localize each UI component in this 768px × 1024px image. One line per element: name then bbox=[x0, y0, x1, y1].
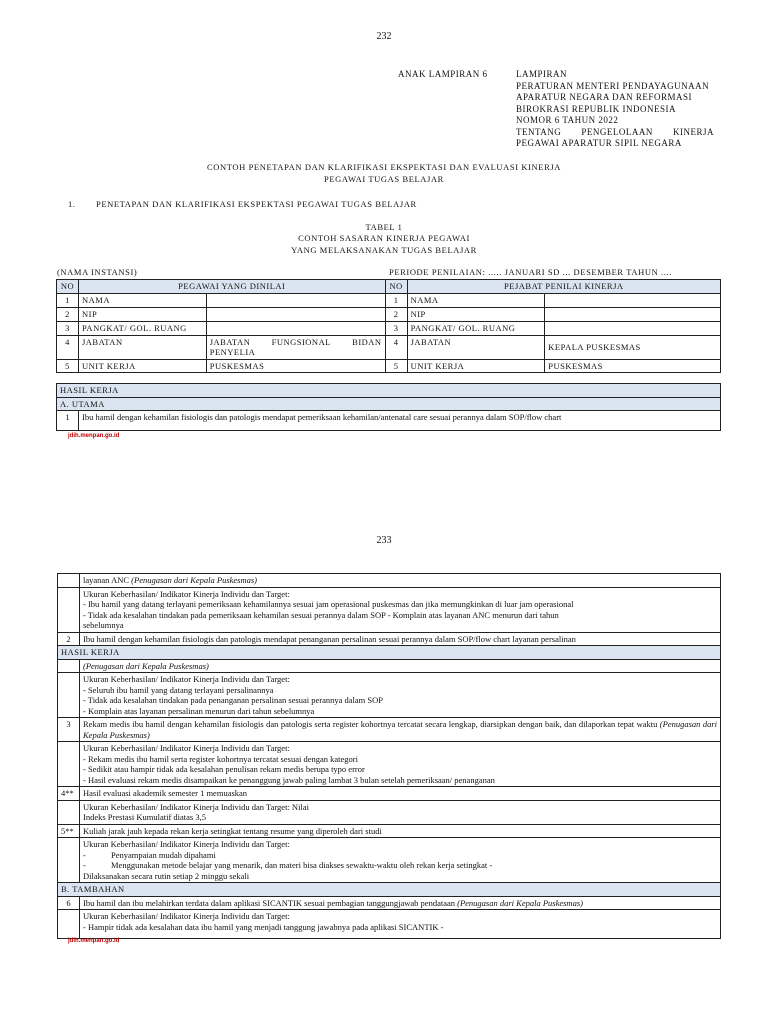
indicator-line: - Tidak ada kesalahan tindakan pada pemeriksaan kehamilan sesuai perannya dalam SOP - Komplain atas layanan ANC menurun dari tahun bbox=[83, 609, 559, 620]
lampiran-line: PERATURAN MENTERI PENDAYAGUNAAN bbox=[516, 80, 710, 91]
table-row bbox=[58, 718, 721, 742]
info-value-2 bbox=[545, 321, 721, 335]
indicator-line: - Rekam medis ibu hamil serta register kohortnya tercatat sesuai dengan kategori bbox=[83, 753, 358, 764]
hasil-kerja-table-continued bbox=[57, 573, 721, 939]
info-table bbox=[56, 279, 721, 373]
info-value bbox=[206, 307, 385, 321]
indicator-line: Indeks Prestasi Kumulatif diatas 3,5 bbox=[83, 812, 206, 822]
indicator-bullet-line: - Menggunakan metode belajar yang menarik, dan materi bisa diakses sewaktu-waktu oleh rekan kerja setingkat - bbox=[83, 860, 493, 870]
row-number bbox=[58, 838, 80, 883]
indicator-cell bbox=[80, 587, 721, 632]
info-row bbox=[57, 321, 721, 335]
lampiran-word: TENTANG bbox=[516, 126, 562, 137]
lampiran-word: PENGELOLAAN bbox=[581, 126, 653, 137]
table-subtitle-2: YANG MELAKSANAKAN TUGAS BELAJAR bbox=[291, 245, 477, 255]
info-row bbox=[57, 335, 721, 359]
info-no: 5 bbox=[57, 359, 79, 373]
table-row bbox=[58, 574, 721, 588]
info-label: JABATAN bbox=[78, 335, 206, 359]
row-text: Ibu hamil dengan kehamilan fisiologis dan patologis mendapat pemeriksaan kehamilan/antenatal care sesuai perannya dalam SOP/flow chart bbox=[79, 411, 721, 431]
penugasan-note: (Penugasan dari Kepala Puskesmas) bbox=[80, 659, 721, 673]
indicator-line: - Seluruh ibu hamil yang datang terlayani persalinannya bbox=[83, 684, 274, 695]
row-text: Kuliah jarak jauh kepada rekan kerja setingkat tentang resume yang diperoleh dari studi bbox=[80, 824, 721, 838]
header-pegawai: PEGAWAI YANG DINILAI bbox=[78, 280, 385, 294]
indicator-line: Ukuran Keberhasilan/ Indikator Kinerja Individu dan Target: bbox=[83, 588, 290, 599]
periode-penilaian: PERIODE PENILAIAN: ..... JANUARI SD ... DESEMBER TAHUN .... bbox=[389, 267, 672, 277]
hasil-kerja-header: HASIL KERJA bbox=[57, 384, 721, 398]
indicator-line: - Hasil evaluasi rekam medis disampaikan ke penanggung jawab paling lambat 3 bulan setelah pemeriksaan/ penanganan bbox=[83, 774, 495, 785]
header-no-2: NO bbox=[385, 280, 407, 294]
info-value-2 bbox=[545, 293, 721, 307]
info-no-2: 2 bbox=[385, 307, 407, 321]
website-watermark: jdih.menpan.go.id bbox=[68, 433, 120, 439]
info-label-2: PANGKAT/ GOL. RUANG bbox=[407, 321, 545, 335]
row-number bbox=[58, 574, 80, 588]
table-row bbox=[58, 896, 721, 910]
penugasan-note: (Penugasan dari Kepala Puskesmas) bbox=[457, 897, 583, 908]
row-number bbox=[58, 742, 80, 787]
indicator-bullet-line: - Penyampaian mudah dipahami bbox=[83, 849, 216, 860]
row-text bbox=[80, 718, 721, 742]
utama-header: A. UTAMA bbox=[57, 397, 721, 411]
indicator-row bbox=[58, 838, 721, 883]
indicator-cell bbox=[80, 910, 721, 939]
page-number-2: 233 bbox=[376, 535, 392, 546]
indicator-line: Ukuran Keberhasilan/ Indikator Kinerja Individu dan Target: Nilai bbox=[83, 801, 309, 812]
info-label-2: NIP bbox=[407, 307, 545, 321]
info-label: PANGKAT/ GOL. RUANG bbox=[78, 321, 206, 335]
indicator-row bbox=[58, 673, 721, 718]
jabatan-word: JABATAN bbox=[209, 336, 251, 347]
section-title: PENETAPAN DAN KLARIFIKASI EKSPEKTASI PEGAWAI TUGAS BELAJAR bbox=[96, 199, 417, 209]
info-row bbox=[57, 359, 721, 373]
table-row bbox=[58, 632, 721, 646]
penugasan-note: (Penugasan dari Kepala Puskesmas) bbox=[83, 719, 717, 740]
info-no: 3 bbox=[57, 321, 79, 335]
info-label: NIP bbox=[78, 307, 206, 321]
info-label-2: NAMA bbox=[407, 293, 545, 307]
info-no-2: 4 bbox=[385, 335, 407, 359]
row-number bbox=[58, 659, 80, 673]
indicator-line: Ukuran Keberhasilan/ Indikator Kinerja Individu dan Target: bbox=[83, 743, 290, 753]
row-number bbox=[58, 673, 80, 718]
jabatan-line-2: PENYELIA bbox=[209, 347, 256, 357]
row-text bbox=[80, 896, 721, 910]
row-number: 1 bbox=[57, 411, 79, 431]
row-number: 6 bbox=[58, 896, 80, 910]
lampiran-line: PEGAWAI APARATUR SIPIL NEGARA bbox=[516, 138, 682, 148]
info-value: PUSKESMAS bbox=[206, 359, 385, 373]
info-value-2: PUSKESMAS bbox=[545, 359, 721, 373]
indicator-row bbox=[58, 910, 721, 939]
indicator-line: Ukuran Keberhasilan/ Indikator Kinerja Individu dan Target: bbox=[83, 839, 290, 849]
table-title: TABEL 1 bbox=[365, 222, 403, 232]
row-text bbox=[80, 574, 721, 588]
lampiran-line: LAMPIRAN bbox=[516, 69, 568, 79]
indicator-line: Ukuran Keberhasilan/ Indikator Kinerja Individu dan Target: bbox=[83, 674, 290, 684]
header-no: NO bbox=[57, 280, 79, 294]
document-title-line-1: CONTOH PENETAPAN DAN KLARIFIKASI EKSPEKTASI DAN EVALUASI KINERJA bbox=[207, 162, 561, 172]
hasil-kerja-table bbox=[56, 383, 721, 431]
lampiran-tentang-line bbox=[516, 127, 714, 139]
indicator-line: - Tidak ada kesalahan tindakan pada penanganan persalinan sesuai perannya dalam SOP bbox=[83, 695, 384, 705]
info-no-2: 1 bbox=[385, 293, 407, 307]
table-row bbox=[58, 659, 721, 673]
row-number: 4** bbox=[58, 787, 80, 801]
table-row bbox=[58, 824, 721, 838]
lampiran-block bbox=[516, 69, 714, 150]
indicator-line: Penyampaian mudah dipahami bbox=[111, 849, 216, 860]
row-text-main: Rekam medis ibu hamil dengan kehamilan fisiologis dan patologis serta register kohortnya tercatat secara lengkap, diarsipkan dengan baik, dan dilaporkan tepat waktu bbox=[83, 719, 658, 729]
header-pejabat: PEJABAT PENILAI KINERJA bbox=[407, 280, 720, 294]
anak-lampiran-label: ANAK LAMPIRAN 6 bbox=[398, 69, 488, 79]
nama-instansi: (NAMA INSTANSI) bbox=[57, 267, 138, 277]
info-label-2: UNIT KERJA bbox=[407, 359, 545, 373]
indicator-line: Dilaksanakan secara rutin setiap 2 minggu sekali bbox=[83, 870, 250, 881]
indicator-cell bbox=[80, 673, 721, 718]
page-number: 232 bbox=[376, 31, 392, 42]
info-row bbox=[57, 307, 721, 321]
indicator-cell bbox=[80, 742, 721, 787]
indicator-row bbox=[58, 800, 721, 824]
website-watermark-2: jdih.menpan.go.id bbox=[68, 938, 120, 944]
info-value-2 bbox=[545, 307, 721, 321]
info-value bbox=[206, 293, 385, 307]
lampiran-line: APARATUR NEGARA DAN REFORMASI bbox=[516, 92, 692, 102]
info-label: NAMA bbox=[78, 293, 206, 307]
info-value bbox=[206, 321, 385, 335]
info-no-2: 3 bbox=[385, 321, 407, 335]
indicator-line: Ukuran Keberhasilan/ Indikator Kinerja Individu dan Target: bbox=[83, 911, 290, 921]
indicator-line: - Komplain atas layanan persalinan menurun dari tahun sebelumnya bbox=[83, 705, 315, 716]
row-number: 5** bbox=[58, 824, 80, 838]
info-value-2: KEPALA PUSKESMAS bbox=[545, 335, 721, 359]
info-no: 4 bbox=[57, 335, 79, 359]
document-title-line-2: PEGAWAI TUGAS BELAJAR bbox=[324, 174, 444, 184]
row-number: 3 bbox=[58, 718, 80, 742]
hasil-kerja-header: HASIL KERJA bbox=[58, 646, 721, 660]
row-number bbox=[58, 910, 80, 939]
indicator-cell bbox=[80, 800, 721, 824]
lampiran-word: KINERJA bbox=[673, 126, 714, 137]
row-text: Hasil evaluasi akademik semester 1 memuaskan bbox=[80, 787, 721, 801]
info-label-2: JABATAN bbox=[407, 335, 545, 359]
table-subtitle-1: CONTOH SASARAN KINERJA PEGAWAI bbox=[298, 233, 470, 243]
indicator-row bbox=[58, 742, 721, 787]
row-text: Ibu hamil dengan kehamilan fisiologis dan patologis mendapat penanganan persalinan sesuai perannya dalam SOP/flow chart layanan persalinan bbox=[80, 632, 721, 646]
jabatan-word: FUNGSIONAL bbox=[271, 336, 331, 347]
info-label: UNIT KERJA bbox=[78, 359, 206, 373]
indicator-line: - Ibu hamil yang datang terlayani pemeriksaan kehamilannya sesuai jam operasional puskesmas dan jika memungkinkan di luar jam operasional bbox=[83, 599, 574, 609]
info-no: 2 bbox=[57, 307, 79, 321]
jabatan-word: BIDAN bbox=[352, 336, 382, 347]
table-row bbox=[58, 787, 721, 801]
indicator-line: - Hampir tidak ada kesalahan data ibu hamil yang menjadi tanggung jawabnya pada aplikasi SICANTIK - bbox=[83, 921, 444, 932]
table-row bbox=[57, 411, 721, 431]
jabatan-line bbox=[210, 337, 382, 348]
indicator-row bbox=[58, 587, 721, 632]
indicator-line: sebelumnya bbox=[83, 620, 124, 630]
info-row bbox=[57, 293, 721, 307]
row-number bbox=[58, 587, 80, 632]
tambahan-header: B. TAMBAHAN bbox=[58, 883, 721, 897]
indicator-line: - Sedikit atau hampir tidak ada kesalahan penulisan rekam medis berupa typo error bbox=[83, 764, 365, 774]
lampiran-line: BIROKRASI REPUBLIK INDONESIA bbox=[516, 103, 677, 114]
info-value bbox=[206, 335, 385, 359]
info-no-2: 5 bbox=[385, 359, 407, 373]
lampiran-line: NOMOR 6 TAHUN 2022 bbox=[516, 115, 619, 125]
indicator-cell bbox=[80, 838, 721, 883]
row-number bbox=[58, 800, 80, 824]
penugasan-note: (Penugasan dari Kepala Puskesmas) bbox=[131, 575, 258, 585]
indicator-line: Menggunakan metode belajar yang menarik, dan materi bisa diakses sewaktu-waktu oleh rekan kerja setingkat - bbox=[111, 860, 493, 870]
info-no: 1 bbox=[57, 293, 79, 307]
row-text-main: layanan ANC bbox=[83, 575, 130, 585]
row-number: 2 bbox=[58, 632, 80, 646]
section-number: 1. bbox=[68, 199, 76, 209]
row-text-main: Ibu hamil dan ibu melahirkan terdata dalam aplikasi SICANTIK sesuai pembagian tanggungjawab pendataan bbox=[83, 897, 455, 908]
